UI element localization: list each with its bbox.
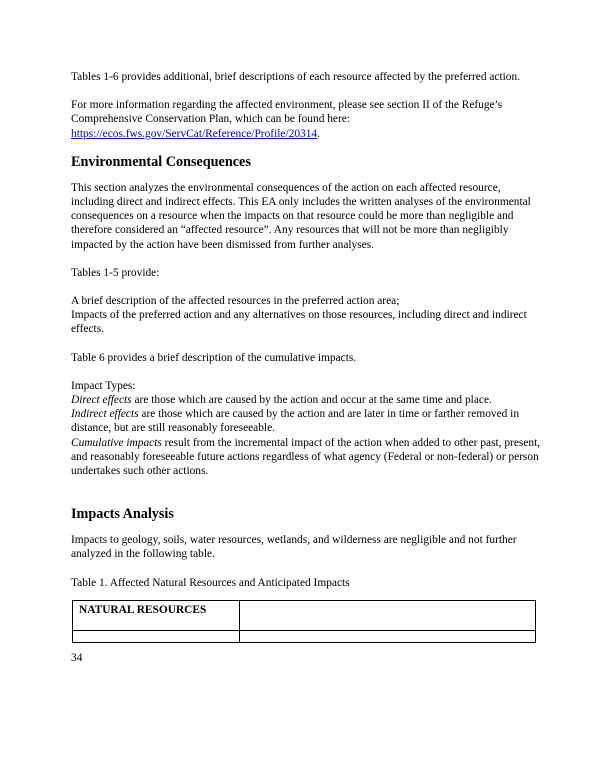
direct-effects-term: Direct effects [71, 394, 132, 407]
ccp-reference-link[interactable]: https://ecos.fws.gov/ServCat/Reference/Profile/20314 [71, 127, 318, 140]
table-cell [73, 630, 240, 642]
environmental-consequences-heading: Environmental Consequences [71, 153, 251, 170]
table-row [73, 630, 536, 642]
provide-item-2: Impacts of the preferred action and any alternatives on those resources, including direct and indirect effects. [71, 309, 527, 336]
intro-paragraph-2-text: For more information regarding the affected environment, please see section II of the Refuge’s Comprehensive Conservation Plan, which can be found here: [71, 99, 503, 126]
direct-effects-text: are those which are caused by the action and occur at the same time and place. [131, 394, 492, 407]
natural-resources-header: NATURAL RESOURCES [79, 603, 207, 616]
tables-provide-label: Tables 1-5 provide: [71, 266, 160, 279]
indirect-effects-term: Indirect effects [71, 408, 139, 421]
provide-item-1: A brief description of the affected resources in the preferred action area; [71, 295, 400, 308]
cumulative-impacts-term: Cumulative impacts [71, 436, 162, 449]
cumulative-impacts-definition [71, 436, 541, 479]
table-header-empty-cell [240, 600, 536, 630]
intro-paragraph-2 [71, 98, 541, 141]
impact-types-label: Impact Types: [71, 379, 136, 392]
document-page [71, 70, 541, 643]
table-header-row [73, 600, 536, 630]
cumulative-impacts-text: result from the incremental impact of the action when added to other past, present, and reasonably foreseeable future actions regardless of what agency (Federal or non-federal) or person undertakes such other actions. [71, 436, 541, 478]
table6-description: Table 6 provides a brief description of the cumulative impacts. [71, 351, 357, 364]
indirect-effects-definition [71, 407, 541, 435]
env-paragraph-1: This section analyzes the environmental consequences of the action on each affected resource, including direct and indirect effects. This EA only includes the written analyses of the environmental consequences on a resource when the impacts on that resource could be more than negligible and therefore considered an “affected resource”. Any resources that will not be more than negligibly impacted by the action have been dismissed from further analyses. [71, 181, 531, 251]
indirect-effects-text: are those which are caused by the action and are later in time or farther removed in distance, but are still reasonably foreseeable. [71, 408, 520, 435]
direct-effects-definition [71, 393, 541, 407]
page-number: 34 [71, 652, 83, 664]
natural-resources-table [72, 600, 536, 643]
table-1-caption: Table 1. Affected Natural Resources and Anticipated Impacts [71, 576, 350, 589]
impacts-paragraph-1: Impacts to geology, soils, water resources, wetlands, and wilderness are negligible and not further analyzed in the following table. [71, 534, 517, 561]
intro-paragraph-2-end: . [317, 127, 320, 140]
impacts-analysis-heading: Impacts Analysis [71, 506, 174, 523]
table-header-cell [73, 600, 240, 630]
intro-paragraph-1: Tables 1-6 provides additional, brief descriptions of each resource affected by the preferred action. [71, 71, 521, 83]
table-cell [240, 630, 536, 642]
